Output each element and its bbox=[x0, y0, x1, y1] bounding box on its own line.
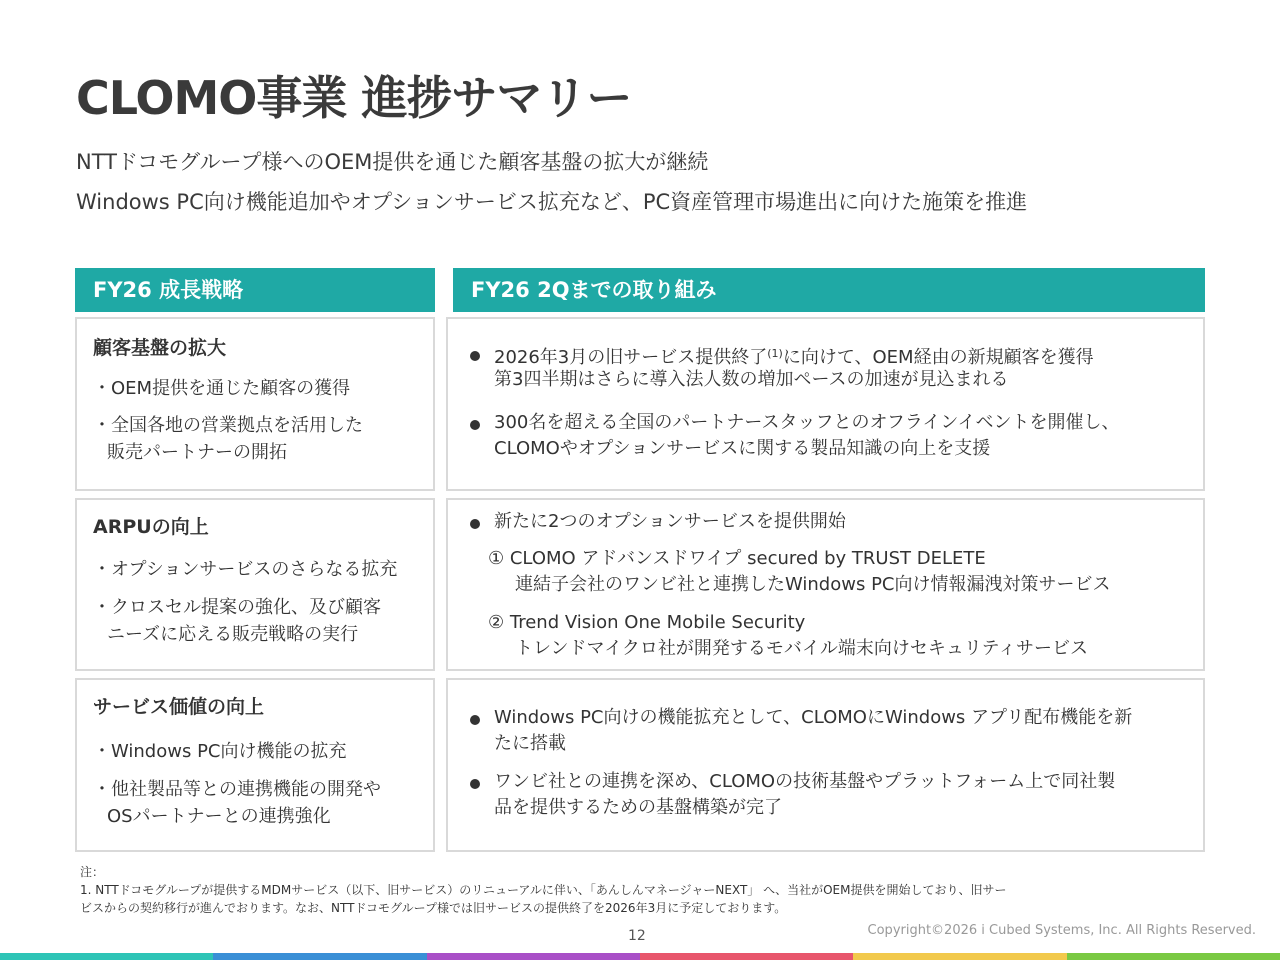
initiative-bullet-continued: 品を提供するための基盤構築が完了 bbox=[494, 797, 782, 818]
option-service-1-desc: 連結子会社のワンビ社と連携したWindows PC向け情報漏洩対策サービス bbox=[515, 574, 1111, 595]
initiative-bullet-continued: 第3四半期はさらに導入法人数の増加ペースの加速が見込まれる bbox=[494, 369, 1009, 390]
strategy-point: ・他社製品等との連携機能の開発や bbox=[93, 779, 381, 800]
strategy-point: ・全国各地の営業拠点を活用した bbox=[93, 415, 363, 436]
option-service-2: ② Trend Vision One Mobile Security bbox=[488, 612, 806, 633]
initiative-box-arpu bbox=[446, 498, 1205, 671]
header-growth-strategy: FY26 成長戦略 bbox=[75, 268, 435, 312]
bullet-text: に向けて、OEM経由の新規顧客を獲得 bbox=[782, 347, 1094, 368]
bullet-icon bbox=[470, 779, 480, 789]
initiative-bullet: 300名を超える全国のパートナースタッフとのオフラインイベントを開催し、 bbox=[494, 412, 1120, 433]
strategy-point: ・Windows PC向け機能の拡充 bbox=[93, 741, 347, 762]
header-initiatives: FY26 2Qまでの取り組み bbox=[453, 268, 1205, 312]
initiative-box-service-value bbox=[446, 678, 1205, 852]
color-segment bbox=[427, 953, 640, 960]
strategy-point-continued: ニーズに応える販売戦略の実行 bbox=[107, 624, 359, 645]
initiative-bullet-continued: CLOMOやオプションサービスに関する製品知識の向上を支援 bbox=[494, 438, 991, 459]
subtitle-line-2: Windows PC向け機能追加やオプションサービス拡充など、PC資産管理市場進出に向けた施策を推進 bbox=[76, 190, 1028, 214]
bullet-icon bbox=[470, 519, 480, 529]
initiative-bullet: Windows PC向けの機能拡充として、CLOMOにWindows アプリ配布機能を新 bbox=[494, 707, 1133, 728]
initiative-bullet: ワンビ社との連携を深め、CLOMOの技術基盤やプラットフォーム上で同社製 bbox=[494, 771, 1116, 792]
color-segment bbox=[0, 953, 213, 960]
strategy-point-continued: 販売パートナーの開拓 bbox=[107, 442, 287, 463]
strategy-point: ・クロスセル提案の強化、及び顧客 bbox=[93, 597, 381, 618]
initiative-box-customer-base bbox=[446, 317, 1205, 491]
color-segment bbox=[640, 953, 853, 960]
color-segment bbox=[1067, 953, 1280, 960]
option-service-2-desc: トレンドマイクロ社が開発するモバイル端末向けセキュリティサービス bbox=[515, 638, 1089, 659]
option-service-1: ① CLOMO アドバンスドワイプ secured by TRUST DELETE bbox=[488, 548, 986, 569]
footnote-line-1: 1. NTTドコモグループが提供するMDMサービス（以下、旧サービス）のリニューアルに伴い、「あんしんマネージャーNEXT」 へ、当社がOEM提供を開始しており、旧サー bbox=[80, 883, 1007, 897]
footnote-ref: (1) bbox=[767, 347, 783, 360]
initiative-bullet-continued: たに搭載 bbox=[494, 733, 566, 754]
bullet-icon bbox=[470, 420, 480, 430]
strategy-box-service-value bbox=[75, 678, 435, 852]
page-number: 12 bbox=[628, 928, 646, 944]
initiative-bullet: 新たに2つのオプションサービスを提供開始 bbox=[494, 511, 846, 532]
strategy-point-continued: OSパートナーとの連携強化 bbox=[107, 806, 331, 827]
footnote-line-2: ビスからの契約移行が進んでおります。なお、NTTドコモグループ様では旧サービスの提供終了を2026年3月に予定しております。 bbox=[80, 901, 787, 915]
strategy-box-customer-base bbox=[75, 317, 435, 491]
bottom-color-bar bbox=[0, 953, 1280, 960]
color-segment bbox=[853, 953, 1066, 960]
strategy-box-arpu bbox=[75, 498, 435, 671]
color-segment bbox=[213, 953, 426, 960]
copyright: Copyright©2026 i Cubed Systems, Inc. All Rights Reserved. bbox=[867, 923, 1256, 938]
bullet-icon bbox=[470, 351, 480, 361]
bullet-icon bbox=[470, 715, 480, 725]
strategy-title: ARPUの向上 bbox=[93, 516, 209, 538]
subtitle-line-1: NTTドコモグループ様へのOEM提供を通じた顧客基盤の拡大が継続 bbox=[76, 150, 709, 174]
bullet-text: 2026年3月の旧サービス提供終了 bbox=[494, 347, 768, 368]
strategy-point: ・OEM提供を通じた顧客の獲得 bbox=[93, 378, 351, 399]
strategy-title: 顧客基盤の拡大 bbox=[93, 337, 227, 359]
strategy-point: ・オプションサービスのさらなる拡充 bbox=[93, 559, 398, 580]
footnote-label: 注： bbox=[80, 865, 105, 879]
page-title: CLOMO事業 進捗サマリー bbox=[76, 71, 632, 125]
strategy-title: サービス価値の向上 bbox=[93, 696, 265, 718]
